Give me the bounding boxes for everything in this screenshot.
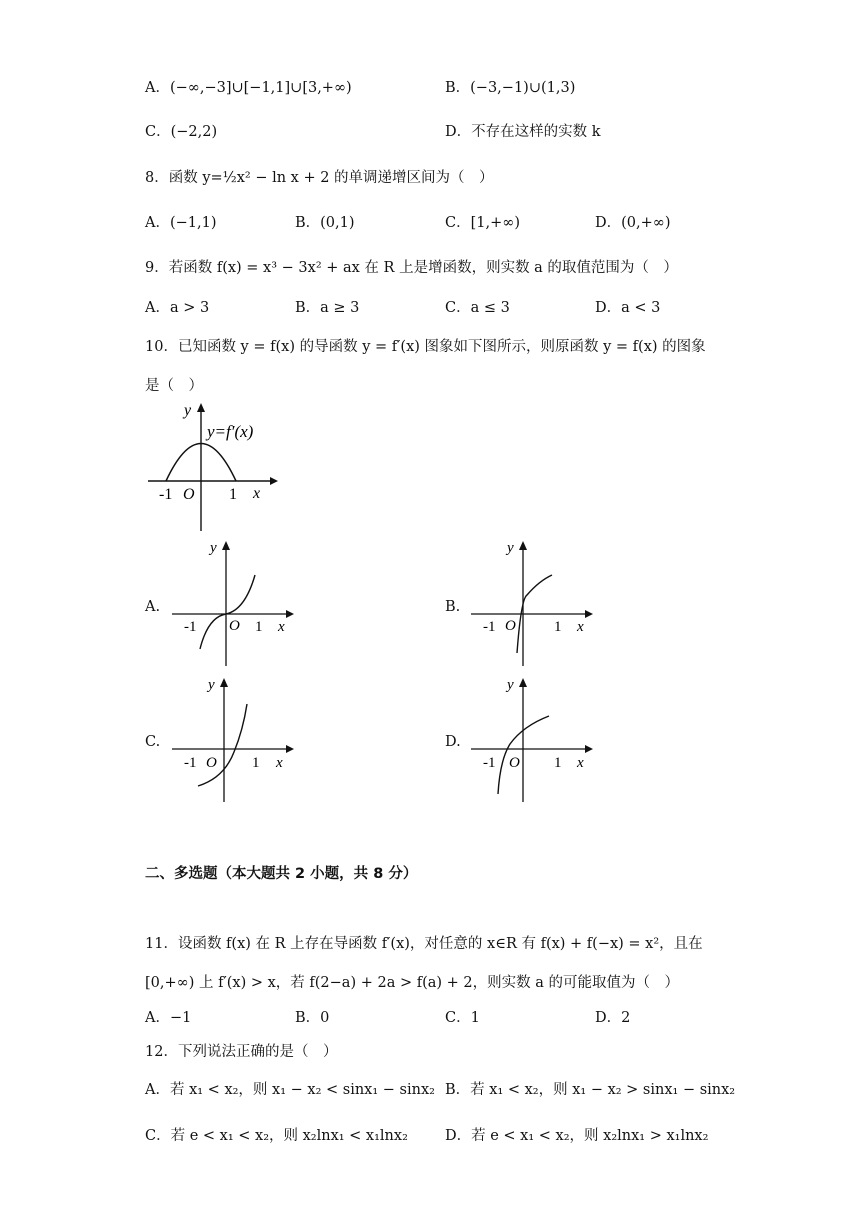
- svg-text:x: x: [577, 755, 584, 771]
- q7-option-c: C．(−2,2): [145, 124, 218, 140]
- option-b-graph: [467, 535, 597, 670]
- svg-text:1: 1: [554, 619, 562, 635]
- q8-option-b: B．(0,1): [295, 215, 355, 231]
- svg-text:-1: -1: [483, 619, 496, 635]
- q10-option-d-label: D.: [445, 734, 461, 750]
- svg-text:1: 1: [255, 619, 263, 635]
- q9-stem: 9．若函数 f(x) = x³ − 3x² + ax 在 R 上是增函数，则实数 a 的取值范围为（ ）: [145, 260, 678, 276]
- q10-stem-line1: 10．已知函数 y = f(x) 的导函数 y = f′(x) 图象如下图所示，则原函数 y = f(x) 的图象: [145, 339, 706, 355]
- svg-text:y: y: [507, 540, 514, 556]
- q7-option-b: B．(−3,−1)∪(1,3): [445, 80, 576, 96]
- q8-option-c: C．[1,+∞): [445, 215, 520, 231]
- svg-text:x: x: [278, 619, 285, 635]
- q12-option-c: C．若 e < x₁ < x₂，则 x₂lnx₁ < x₁lnx₂: [145, 1128, 408, 1144]
- q9-option-d: D．a < 3: [595, 300, 661, 316]
- svg-text:O: O: [509, 755, 520, 771]
- svg-text:y: y: [507, 677, 514, 693]
- q7-option-d: D．不存在这样的实数 k: [445, 124, 601, 140]
- q11-line1: 11．设函数 f(x) 在 R 上存在导函数 f′(x)，对任意的 x∈R 有 f(x) + f(−x) = x²，且在: [145, 936, 703, 952]
- tick-neg-one: -1: [159, 486, 173, 503]
- svg-text:x: x: [577, 619, 584, 635]
- svg-text:O: O: [206, 755, 217, 771]
- q12-option-b: B．若 x₁ < x₂，则 x₁ − x₂ > sinx₁ − sinx₂: [445, 1082, 736, 1098]
- q9-option-b: B．a ≥ 3: [295, 300, 360, 316]
- q8-option-a: A．(−1,1): [145, 215, 217, 231]
- q11-option-d: D．2: [595, 1010, 631, 1026]
- q12-stem: 12．下列说法正确的是（ ）: [145, 1044, 338, 1060]
- q12-option-d: D．若 e < x₁ < x₂，则 x₂lnx₁ > x₁lnx₂: [445, 1128, 709, 1144]
- svg-text:1: 1: [252, 755, 260, 771]
- q12-option-a: A．若 x₁ < x₂，则 x₁ − x₂ < sinx₁ − sinx₂: [145, 1082, 435, 1098]
- option-c-graph: [168, 672, 298, 807]
- svg-text:-1: -1: [184, 619, 197, 635]
- q9-option-c: C．a ≤ 3: [445, 300, 510, 316]
- svg-text:-1: -1: [483, 755, 496, 771]
- svg-text:-1: -1: [184, 755, 197, 771]
- svg-text:1: 1: [554, 755, 562, 771]
- q10-option-c-label: C.: [145, 734, 161, 750]
- q11-option-a: A．−1: [145, 1010, 192, 1026]
- svg-text:y: y: [208, 677, 215, 693]
- tick-one: 1: [229, 486, 237, 503]
- svg-text:O: O: [229, 618, 240, 634]
- axis-x-label: x: [253, 485, 261, 502]
- q11-option-b: B．0: [295, 1010, 330, 1026]
- q7-option-a: A．(−∞,−3]∪[−1,1]∪[3,+∞): [145, 80, 352, 96]
- option-a-graph: [168, 535, 298, 670]
- section-2-title: 二、多选题（本大题共 2 小题，共 8 分）: [145, 866, 418, 882]
- q8-stem: 8．函数 y=½x² − ln x + 2 的单调递增区间为（ ）: [145, 170, 494, 186]
- q11-line2: [0,+∞) 上 f′(x) > x，若 f(2−a) + 2a > f(a) + 2，则实数 a 的可能取值为（ ）: [145, 975, 679, 991]
- option-d-graph: [467, 672, 597, 807]
- q10-stem-line2: 是（ ）: [145, 378, 203, 394]
- q11-option-c: C．1: [445, 1010, 480, 1026]
- y-axis-arrow: [197, 403, 205, 412]
- svg-text:y: y: [210, 540, 217, 556]
- q10-option-a-label: A.: [145, 599, 161, 615]
- q8-option-d: D．(0,+∞): [595, 215, 671, 231]
- svg-text:x: x: [276, 755, 283, 771]
- axis-y-label: y: [184, 402, 192, 419]
- derivative-graph: [140, 398, 280, 533]
- q10-option-b-label: B.: [445, 599, 461, 615]
- x-axis-arrow: [270, 477, 278, 485]
- origin-label: O: [183, 486, 195, 503]
- curve-label: y=f′(x): [207, 422, 254, 441]
- svg-text:O: O: [505, 618, 516, 634]
- q9-option-a: A．a > 3: [145, 300, 210, 316]
